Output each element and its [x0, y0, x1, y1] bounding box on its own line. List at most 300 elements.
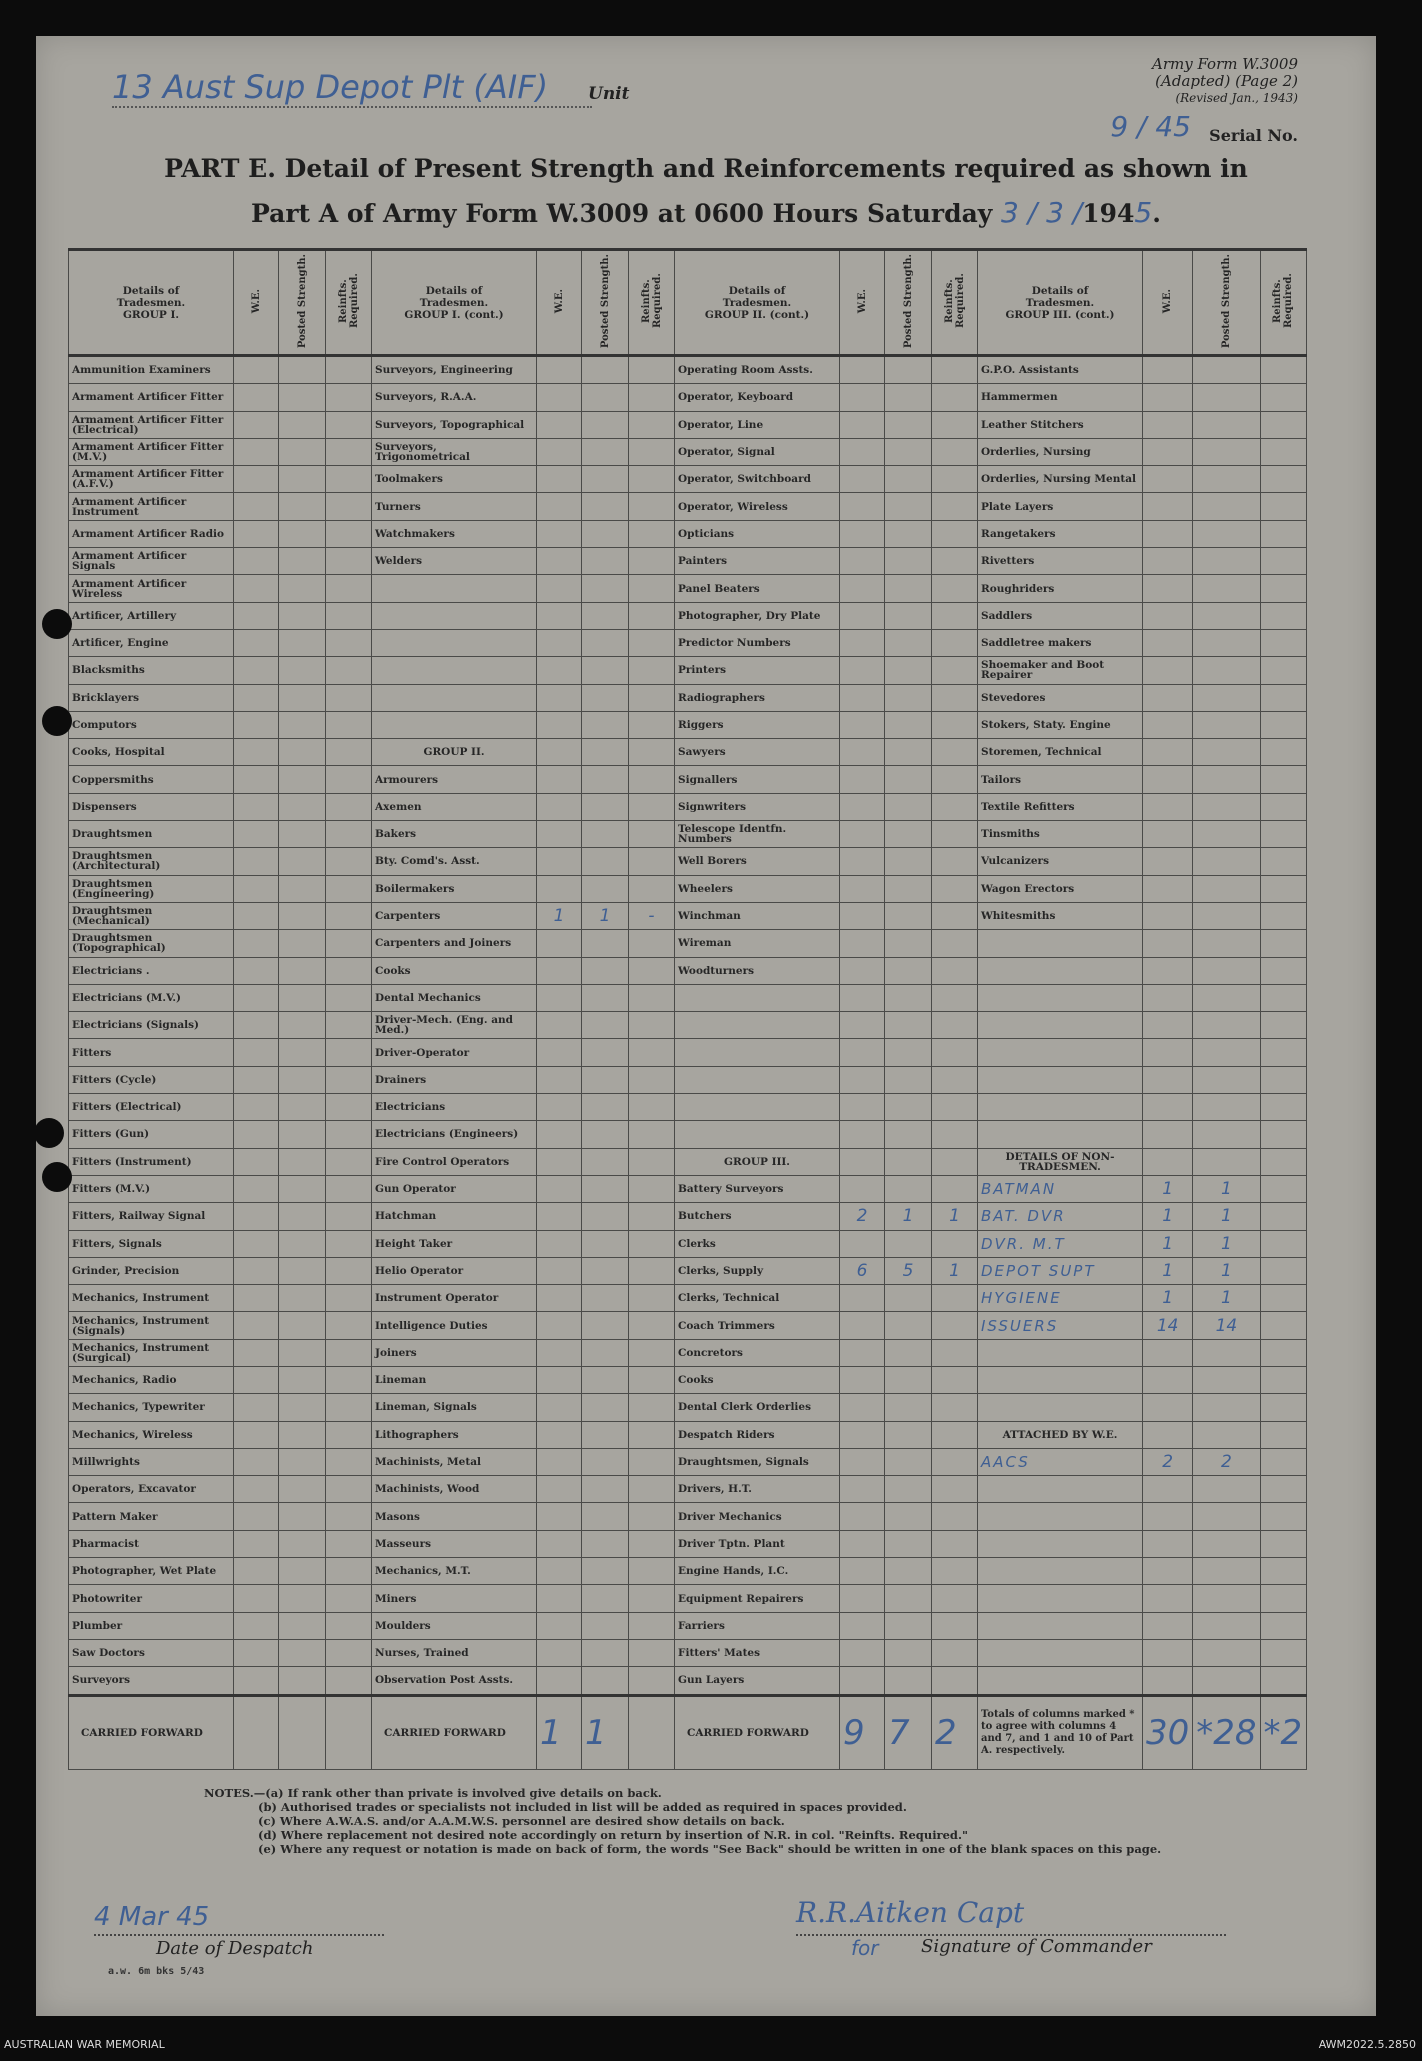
value-cell	[234, 1503, 279, 1530]
value-cell	[582, 1285, 629, 1312]
value-cell	[326, 1094, 372, 1121]
value-cell	[629, 1339, 675, 1366]
value-cell	[932, 1421, 978, 1448]
value-cell	[1260, 438, 1306, 465]
value-cell	[629, 1585, 675, 1612]
trade-name: Armament Artificer Fitter (A.F.V.)	[69, 466, 234, 493]
value-cell	[1260, 1558, 1306, 1585]
value-cell	[1260, 902, 1306, 929]
value-cell	[234, 1585, 279, 1612]
value-cell	[885, 1530, 932, 1557]
value-cell	[537, 684, 582, 711]
trade-name: Moulders	[372, 1612, 537, 1639]
value-cell	[326, 848, 372, 875]
value-cell	[840, 1639, 885, 1666]
value-cell	[279, 548, 326, 575]
value-cell	[582, 1066, 629, 1093]
trade-name: Fitters' Mates	[675, 1639, 840, 1666]
trade-name: Pattern Maker	[69, 1503, 234, 1530]
value-cell	[1260, 1121, 1306, 1148]
column-header-posted	[885, 250, 932, 356]
value-cell	[1260, 1312, 1306, 1339]
value-cell	[234, 411, 279, 438]
value-cell	[1143, 1039, 1193, 1066]
trade-name: Coach Trimmers	[675, 1312, 840, 1339]
value-cell	[1260, 629, 1306, 656]
trade-name: Surveyors	[69, 1667, 234, 1695]
trade-name: Hammermen	[978, 384, 1143, 411]
table-row	[69, 1503, 1307, 1530]
value-cell	[932, 1230, 978, 1257]
value-cell	[629, 1476, 675, 1503]
trade-name: Drivers, H.T.	[675, 1476, 840, 1503]
value-cell	[885, 657, 932, 684]
total-cell	[234, 1695, 279, 1769]
value-cell	[234, 1230, 279, 1257]
value-cell	[932, 602, 978, 629]
value-cell	[326, 1612, 372, 1639]
value-cell	[234, 1639, 279, 1666]
value-cell	[234, 575, 279, 602]
value-cell	[629, 930, 675, 957]
trade-name: Roughriders	[978, 575, 1143, 602]
value-cell	[1260, 1094, 1306, 1121]
trade-name: Photowriter	[69, 1585, 234, 1612]
value-cell	[279, 1257, 326, 1284]
value-cell	[326, 602, 372, 629]
value-cell	[629, 657, 675, 684]
value-cell	[279, 1612, 326, 1639]
trade-name: Despatch Riders	[675, 1421, 840, 1448]
value-cell	[629, 1448, 675, 1475]
value-cell	[1143, 657, 1193, 684]
trade-name: Saw Doctors	[69, 1639, 234, 1666]
table-row	[69, 1394, 1307, 1421]
trade-name	[675, 1094, 840, 1121]
despatch-label: Date of Despatch	[156, 1938, 314, 1959]
non-tradesman-name: BAT. DVR	[978, 1203, 1143, 1230]
total-cell: 9	[840, 1695, 885, 1769]
trade-name: Lithographers	[372, 1421, 537, 1448]
value-cell	[582, 711, 629, 738]
value-cell	[932, 902, 978, 929]
value-cell	[629, 1175, 675, 1202]
value-cell	[840, 684, 885, 711]
form-revision: (Revised Jan., 1943)	[1175, 91, 1298, 105]
trade-name: Nurses, Trained	[372, 1639, 537, 1666]
value-cell	[629, 1667, 675, 1695]
value-cell	[1260, 657, 1306, 684]
value-cell	[326, 438, 372, 465]
value-cell	[582, 848, 629, 875]
value-cell	[885, 1094, 932, 1121]
trade-name: Machinists, Metal	[372, 1448, 537, 1475]
trade-name: Draughtsmen	[69, 821, 234, 848]
value-cell	[234, 493, 279, 520]
value-cell	[582, 793, 629, 820]
value-cell	[582, 930, 629, 957]
trade-name: Concretors	[675, 1339, 840, 1366]
trade-name: Drainers	[372, 1066, 537, 1093]
trade-name: Saddletree makers	[978, 629, 1143, 656]
trade-name: Electricians (Engineers)	[372, 1121, 537, 1148]
trade-name: Cooks	[372, 957, 537, 984]
trade-name: Artificer, Artillery	[69, 602, 234, 629]
value-cell	[1193, 520, 1260, 547]
value-cell	[234, 1612, 279, 1639]
trade-name: Surveyors, R.A.A.	[372, 384, 537, 411]
trade-name: Wagon Erectors	[978, 875, 1143, 902]
table-row	[69, 1203, 1307, 1230]
value-cell	[582, 1639, 629, 1666]
value-cell	[1260, 766, 1306, 793]
value-cell	[1260, 1639, 1306, 1666]
value-cell	[1193, 1476, 1260, 1503]
trade-name: Electricians .	[69, 957, 234, 984]
value-cell	[1260, 602, 1306, 629]
value-cell	[234, 466, 279, 493]
trade-name: Tinsmiths	[978, 821, 1143, 848]
value-cell	[326, 1312, 372, 1339]
value-cell	[932, 1667, 978, 1695]
table-row	[69, 602, 1307, 629]
value-cell	[1193, 629, 1260, 656]
value-cell	[629, 548, 675, 575]
trade-name: Lineman	[372, 1366, 537, 1393]
value-cell	[326, 548, 372, 575]
table-row	[69, 957, 1307, 984]
value-cell	[279, 1012, 326, 1039]
value-cell	[582, 1503, 629, 1530]
value-cell	[582, 684, 629, 711]
trade-name: Masseurs	[372, 1530, 537, 1557]
value-cell	[326, 1203, 372, 1230]
trade-name	[978, 1039, 1143, 1066]
value-cell	[326, 356, 372, 384]
value-cell	[629, 739, 675, 766]
value-cell	[1260, 520, 1306, 547]
value-cell	[840, 875, 885, 902]
trade-name: Fitters (Electrical)	[69, 1094, 234, 1121]
value-cell	[1193, 1503, 1260, 1530]
trade-name	[978, 1639, 1143, 1666]
value-cell	[1143, 1121, 1193, 1148]
value-cell	[629, 1230, 675, 1257]
value-cell	[932, 957, 978, 984]
value-cell	[840, 930, 885, 957]
trade-name: Operator, Wireless	[675, 493, 840, 520]
value-cell	[840, 821, 885, 848]
value-cell	[629, 875, 675, 902]
value-cell	[840, 1585, 885, 1612]
value-cell	[840, 602, 885, 629]
value-cell	[840, 1175, 885, 1202]
trade-name: Armament Artificer Fitter	[69, 384, 234, 411]
value-cell	[537, 411, 582, 438]
value-cell	[840, 1121, 885, 1148]
value-cell	[1260, 575, 1306, 602]
value-cell: 1	[885, 1203, 932, 1230]
trade-name: Electricians (M.V.)	[69, 984, 234, 1011]
value-cell	[234, 602, 279, 629]
table-row	[69, 629, 1307, 656]
value-cell	[279, 1558, 326, 1585]
value-cell	[1143, 1366, 1193, 1393]
trade-name: Mechanics, M.T.	[372, 1558, 537, 1585]
value-cell	[537, 821, 582, 848]
trade-name: Helio Operator	[372, 1257, 537, 1284]
trade-name: Signallers	[675, 766, 840, 793]
trade-name: Armament Artificer Radio	[69, 520, 234, 547]
value-cell	[279, 493, 326, 520]
value-cell	[279, 1366, 326, 1393]
table-row	[69, 1094, 1307, 1121]
value-cell	[279, 1503, 326, 1530]
value-cell	[629, 493, 675, 520]
value-cell	[234, 875, 279, 902]
value-cell	[1193, 848, 1260, 875]
value-cell	[1260, 466, 1306, 493]
value-cell	[885, 684, 932, 711]
value-cell	[1143, 520, 1193, 547]
value-cell	[629, 1421, 675, 1448]
value-cell: 1	[932, 1203, 978, 1230]
value-cell	[582, 602, 629, 629]
value-cell	[582, 1203, 629, 1230]
value-cell	[932, 1312, 978, 1339]
value-cell	[582, 1667, 629, 1695]
trade-name	[675, 1066, 840, 1093]
trade-name: Artificer, Engine	[69, 629, 234, 656]
trade-name: Bakers	[372, 821, 537, 848]
value-cell	[629, 1366, 675, 1393]
trade-name: Armament Artificer Wireless	[69, 575, 234, 602]
value-cell: 2	[1193, 1448, 1260, 1475]
value-cell	[537, 739, 582, 766]
value-cell	[840, 1230, 885, 1257]
value-cell	[840, 739, 885, 766]
value-cell: 14	[1193, 1312, 1260, 1339]
value-cell	[582, 548, 629, 575]
note-line: (e) Where any request or notation is made on back of form, the words "See Back" should be written in one of the blank spaces on this page.	[258, 1842, 1162, 1856]
total-cell	[629, 1695, 675, 1769]
value-cell: 1	[1143, 1257, 1193, 1284]
value-cell	[840, 356, 885, 384]
trade-name: Operating Room Assts.	[675, 356, 840, 384]
trade-name	[675, 1012, 840, 1039]
column-header-label: Reinfts. Required.	[640, 273, 663, 329]
value-cell	[279, 520, 326, 547]
value-cell	[1260, 548, 1306, 575]
trade-name: Plate Layers	[978, 493, 1143, 520]
value-cell	[582, 1612, 629, 1639]
value-cell	[279, 1121, 326, 1148]
value-cell	[1193, 1148, 1260, 1175]
form-identifier	[1152, 56, 1298, 107]
non-tradesman-name: HYGIENE	[978, 1285, 1143, 1312]
value-cell	[537, 520, 582, 547]
value-cell	[932, 493, 978, 520]
column-header-reinfts	[1260, 250, 1306, 356]
value-cell	[326, 1421, 372, 1448]
value-cell	[279, 739, 326, 766]
value-cell	[885, 739, 932, 766]
column-header-label: Posted Strength.	[599, 253, 611, 349]
trade-name: Draughtsmen (Architectural)	[69, 848, 234, 875]
trade-name: Blacksmiths	[69, 657, 234, 684]
column-header-label: W.E.	[553, 288, 565, 314]
value-cell	[582, 1448, 629, 1475]
value-cell	[629, 1639, 675, 1666]
value-cell	[537, 1121, 582, 1148]
value-cell	[932, 1066, 978, 1093]
trade-name: Watchmakers	[372, 520, 537, 547]
value-cell	[582, 356, 629, 384]
trade-name	[372, 657, 537, 684]
trade-name: Fitters (Cycle)	[69, 1066, 234, 1093]
value-cell	[1143, 1339, 1193, 1366]
trade-name	[978, 1066, 1143, 1093]
value-cell	[629, 575, 675, 602]
value-cell: 1	[1193, 1203, 1260, 1230]
value-cell	[885, 1639, 932, 1666]
value-cell	[1260, 1366, 1306, 1393]
trade-name	[978, 957, 1143, 984]
trade-name: Vulcanizers	[978, 848, 1143, 875]
table-row	[69, 1476, 1307, 1503]
value-cell	[326, 930, 372, 957]
trade-name: G.P.O. Assistants	[978, 356, 1143, 384]
value-cell	[582, 1366, 629, 1393]
value-cell	[1143, 1530, 1193, 1557]
trade-name: Mechanics, Radio	[69, 1366, 234, 1393]
value-cell	[629, 1012, 675, 1039]
value-cell	[1143, 848, 1193, 875]
value-cell	[840, 1612, 885, 1639]
value-cell	[629, 766, 675, 793]
value-cell	[582, 984, 629, 1011]
table-row	[69, 875, 1307, 902]
trade-name: Pharmacist	[69, 1530, 234, 1557]
trade-name: Textile Refitters	[978, 793, 1143, 820]
value-cell	[537, 384, 582, 411]
value-cell	[1193, 1094, 1260, 1121]
value-cell	[932, 356, 978, 384]
trade-name	[978, 1667, 1143, 1695]
value-cell	[1260, 793, 1306, 820]
column-header-label: Reinfts. Required.	[337, 273, 360, 329]
value-cell	[1143, 1639, 1193, 1666]
value-cell	[234, 1121, 279, 1148]
value-cell	[1193, 711, 1260, 738]
trade-name: Gun Layers	[675, 1667, 840, 1695]
value-cell	[840, 957, 885, 984]
table-row	[69, 793, 1307, 820]
value-cell	[1193, 1012, 1260, 1039]
value-cell	[885, 1476, 932, 1503]
value-cell	[326, 1230, 372, 1257]
value-cell	[326, 1039, 372, 1066]
value-cell: -	[629, 902, 675, 929]
print-code: a.w. 6m bks 5/43	[108, 1966, 205, 1977]
value-cell	[932, 875, 978, 902]
value-cell	[629, 411, 675, 438]
value-cell	[932, 684, 978, 711]
trade-name	[675, 1121, 840, 1148]
value-cell	[1193, 766, 1260, 793]
value-cell	[234, 1203, 279, 1230]
trade-name: Fire Control Operators	[372, 1148, 537, 1175]
value-cell	[885, 1448, 932, 1475]
column-header-posted	[279, 250, 326, 356]
value-cell	[537, 793, 582, 820]
trade-name: Photographer, Dry Plate	[675, 602, 840, 629]
value-cell	[629, 1312, 675, 1339]
value-cell	[1193, 1039, 1260, 1066]
trade-name: Fitters, Signals	[69, 1230, 234, 1257]
value-cell	[234, 1339, 279, 1366]
value-cell	[885, 1585, 932, 1612]
value-cell	[537, 957, 582, 984]
value-cell	[885, 848, 932, 875]
value-cell	[234, 1285, 279, 1312]
value-cell	[840, 493, 885, 520]
total-cell: 7	[885, 1695, 932, 1769]
value-cell	[629, 1039, 675, 1066]
value-cell	[537, 848, 582, 875]
value-cell	[932, 1530, 978, 1557]
archive-name: AUSTRALIAN WAR MEMORIAL	[4, 2038, 165, 2051]
value-cell	[1143, 1585, 1193, 1612]
value-cell	[326, 1667, 372, 1695]
value-cell	[1260, 1530, 1306, 1557]
value-cell	[885, 930, 932, 957]
value-cell	[1193, 466, 1260, 493]
value-cell	[582, 1394, 629, 1421]
trade-name: Dental Clerk Orderlies	[675, 1394, 840, 1421]
value-cell	[326, 1175, 372, 1202]
value-cell	[840, 1476, 885, 1503]
table-row	[69, 1285, 1307, 1312]
value-cell	[326, 1257, 372, 1284]
value-cell	[279, 1066, 326, 1093]
value-cell	[582, 1012, 629, 1039]
table-row	[69, 384, 1307, 411]
value-cell	[234, 1175, 279, 1202]
title-line-1: PART E. Detail of Present Strength and Reinforcements required as shown in	[164, 154, 1248, 183]
value-cell	[885, 793, 932, 820]
trade-name: Saddlers	[978, 602, 1143, 629]
trade-name: Fitters (Gun)	[69, 1121, 234, 1148]
value-cell	[537, 1039, 582, 1066]
trade-name: Clerks	[675, 1230, 840, 1257]
value-cell	[1193, 1585, 1260, 1612]
table-row	[69, 902, 1307, 929]
value-cell	[326, 1448, 372, 1475]
value-cell	[1193, 1066, 1260, 1093]
value-cell	[582, 1257, 629, 1284]
value-cell	[885, 575, 932, 602]
non-tradesman-name: DEPOT SUPT	[978, 1257, 1143, 1284]
value-cell	[629, 438, 675, 465]
value-cell	[537, 1285, 582, 1312]
value-cell	[537, 1585, 582, 1612]
value-cell	[1260, 739, 1306, 766]
trade-name	[978, 984, 1143, 1011]
table-row	[69, 411, 1307, 438]
trade-name	[978, 1366, 1143, 1393]
value-cell	[932, 520, 978, 547]
